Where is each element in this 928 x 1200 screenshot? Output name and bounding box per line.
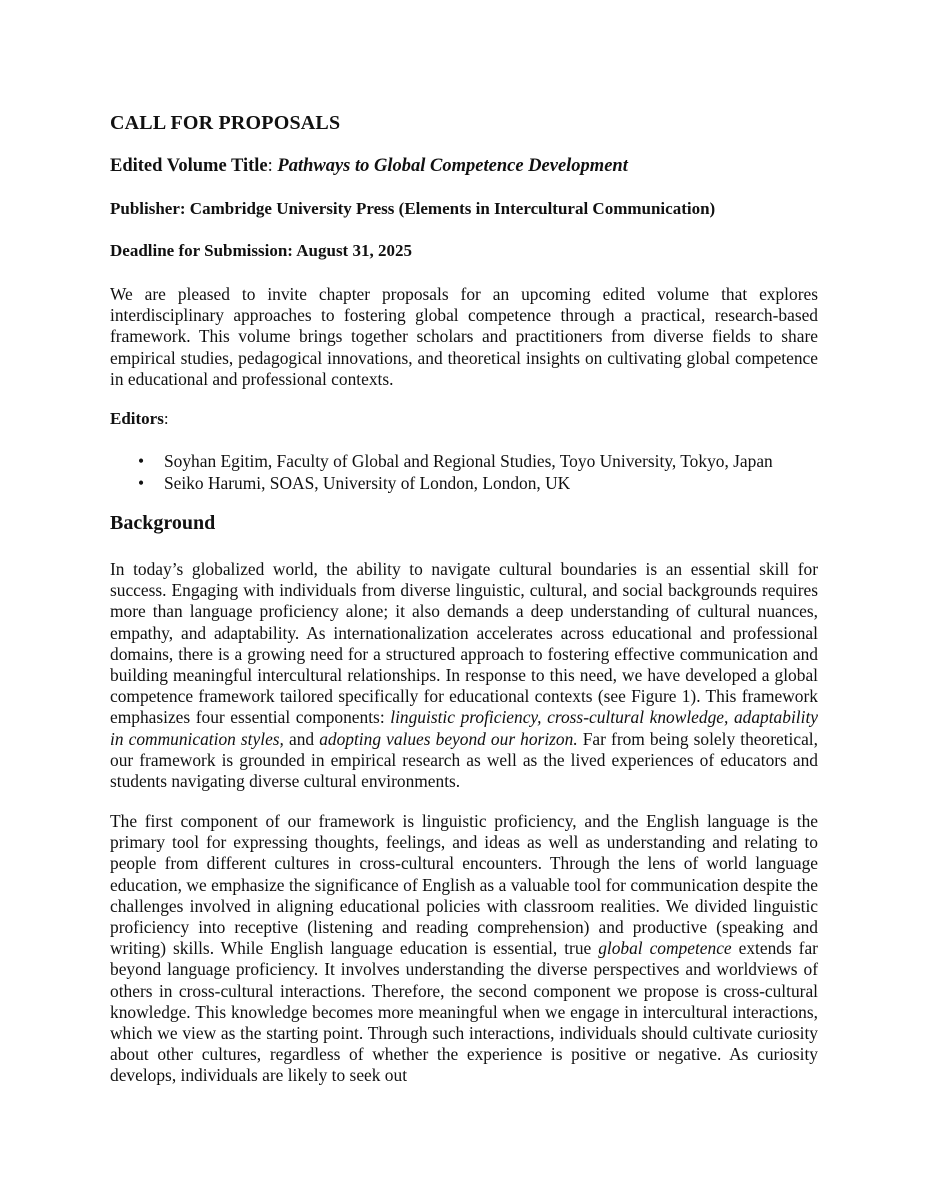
bullet-icon: •	[138, 451, 145, 471]
editors-list	[110, 450, 773, 494]
editors-colon: :	[163, 409, 169, 428]
editors-label	[110, 409, 169, 429]
editor-item	[110, 450, 773, 472]
background-paragraph-2	[110, 811, 818, 1087]
text-run: Far from being solely theoretical, our framework is grounded in empirical research as well as the lived experiences of educators and students navigating diverse cultural environments.	[110, 728, 818, 792]
intro-paragraph: We are pleased to invite chapter proposals for an upcoming edited volume that explores interdisciplinary approaches to fostering global competence through a practical, research-based framework. This volume brings together scholars and practitioners from diverse fields to share empirical studies, pedagogical innovations, and theoretical insights on cultivating global competence in educational and professional contexts.	[110, 284, 818, 389]
title-label: Edited Volume Title	[110, 156, 268, 176]
deadline-line: Deadline for Submission: August 31, 2025	[110, 241, 412, 260]
italic-run: linguistic proficiency, cross-cultural knowledge, adaptability in communication styles,	[110, 707, 818, 749]
text-run: The first component of our framework is linguistic proficiency, and the English language is the primary tool for expressing thoughts, feelings, and ideas as well as understanding and relating to people from different cultures in cross-cultural encounters. Through the lens of world language education, we emphasize the significance of English as a valuable tool for communication despite the challenges involved in aligning educational policies with classroom realities. We divided linguistic proficiency into receptive (listening and reading comprehension) and productive (speaking and writing) skills. While English language education is essential, true	[110, 811, 818, 959]
background-heading: Background	[110, 512, 216, 534]
volume-title: Pathways to Global Competence Development	[277, 156, 628, 176]
text-run: and	[283, 728, 320, 749]
editors-label-text: Editors	[110, 409, 164, 428]
call-heading: CALL FOR PROPOSALS	[110, 112, 341, 134]
editor-text: Soyhan Egitim, Faculty of Global and Regional Studies, Toyo University, Tokyo, Japan	[164, 451, 773, 471]
editor-item	[110, 472, 773, 494]
text-run: extends far beyond language proficiency. It involves understanding the diverse perspectives and worldviews of others in cross-cultural interactions. Therefore, the second component we propose is cross-cultural knowledge. This knowledge becomes more meaningful when we engage in intercultural interactions, which we view as the starting point. Through such interactions, individuals should cultivate curiosity about other cultures, regardless of whether the experience is positive or negative. As curiosity develops, individuals are likely to seek out	[110, 938, 818, 1086]
bullet-icon: •	[138, 473, 145, 493]
background-paragraph-1	[110, 559, 818, 792]
publisher-line: Publisher: Cambridge University Press (Elements in Intercultural Communication)	[110, 199, 716, 218]
title-separator: :	[267, 156, 278, 176]
italic-run: global competence	[598, 938, 732, 959]
text-run: In today’s globalized world, the ability to navigate cultural boundaries is an essential skill for success. Engaging with individuals from diverse linguistic, cultural, and social backgrounds requires more than language proficiency alone; it also demands a deep understanding of cultural nuances, empathy, and adaptability. As internationalization accelerates across educational and professional domains, there is a growing need for a structured approach to fostering effective communication and building meaningful intercultural relationships. In response to this need, we have developed a global competence framework tailored specifically for educational contexts (see Figure 1). This framework emphasizes four essential components:	[110, 559, 818, 728]
italic-run: adopting values beyond our horizon.	[319, 728, 578, 749]
editor-text: Seiko Harumi, SOAS, University of London, London, UK	[164, 473, 571, 493]
volume-title-line	[110, 156, 628, 177]
